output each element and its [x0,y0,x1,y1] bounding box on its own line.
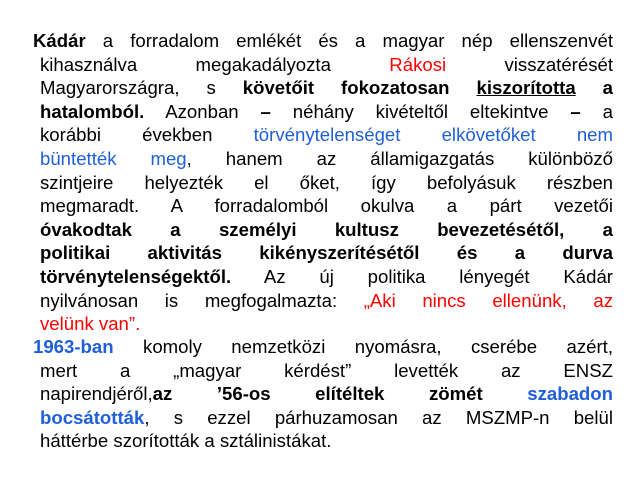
paragraph-1963-amnesty [33,335,613,453]
text-run: , hanem az államigazgatás különböző [186,147,613,169]
text-run: Azonban [144,100,261,122]
text-run: – [570,100,581,122]
text-run: , s ezzel párhuzamosan az MSZMP-n belül [144,406,613,428]
text-line [33,29,613,53]
text-run: kihasználva megakadályozta [40,53,390,75]
text-run: követőit fokozatosan [242,77,477,99]
text-run: 1963-ban [33,336,114,357]
paragraph-kadar-policy [33,29,613,336]
text-line [33,335,613,359]
text-run: kiszorította [476,77,576,99]
text-line [33,194,613,218]
text-run: korábbi években [40,124,254,146]
text-run: visszatérését [446,53,614,75]
text-line [33,218,613,242]
text-run: mert a „magyar kérdést” levették az ENSZ [40,359,613,381]
text-line [33,406,613,430]
text-line [33,53,613,77]
text-run: Rákosi [389,53,447,75]
text-line [33,382,613,406]
text-line [33,171,613,195]
text-run: szabadon [527,383,613,405]
text-run: néhány kivételtől eltekintve [270,100,571,122]
text-run: bocsátották [40,406,145,428]
text-run: hatalomból. [40,100,145,122]
text-line [33,359,613,383]
text-line [33,123,613,147]
text-run: óvakodtak a személyi kultusz bevezetésétől, a [40,218,613,240]
text-run: az ’56-os elítéltek zömét [152,383,528,405]
text-run: törvénytelenséget elkövetőket nem [253,124,613,146]
text-run: a [580,100,613,122]
text-run: komoly nemzetközi nyomásra, cserébe azért, [113,336,613,357]
text-run: nyilvánosan is megfogalmazta: [40,289,364,311]
text-line [33,265,613,289]
text-run: szintjeire helyezték el őket, így befolyásuk részben [40,171,613,193]
text-run: a [575,77,613,99]
text-line [33,289,613,313]
text-line [33,76,613,100]
text-line [33,312,613,336]
text-line [33,100,613,124]
text-run: napirendjéről, [40,383,153,405]
text-run: a forradalom emlékét és a magyar nép ellenszenvét [85,30,613,51]
text-run: Kádár [33,30,86,51]
text-run: Magyarországra, s [40,77,243,99]
text-run: törvénytelenségektől. [40,265,232,287]
text-run: velünk van”. [40,313,141,335]
text-run: – [260,100,271,122]
text-run: Az új politika lényegét Kádár [231,265,613,287]
text-run: megmaradt. A forradalomból okulva a párt vezetői [40,195,613,217]
text-run: „Aki nincs ellenünk, az [363,289,613,311]
text-run: politikai aktivitás kikényszerítésétől és a durva [40,242,613,264]
text-line [33,241,613,265]
text-run: háttérbe szorították a sztálinistákat. [40,430,332,452]
text-line [33,147,613,171]
text-line [33,429,613,453]
text-run: büntették meg [40,147,187,169]
